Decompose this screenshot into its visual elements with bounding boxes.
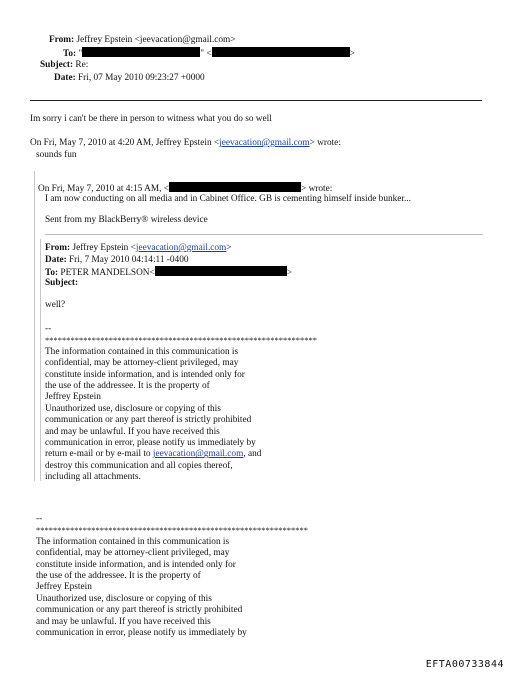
disclaimer-outer: -- **************************************************************** The information contained in this communication is confidential, may be attorney-client privileged, may constitute inside information, and is intended only for the use of the addressee. It is the property of Jeffrey Epstein Unauthorized use, disclosure or copying of this communication or any part thereof is strictly prohibited and may be unlawful. If you have received this communication in error, please notify us immediately by xyxy=(36,514,308,638)
quote2-signature: Sent from my BlackBerry® wireless device xyxy=(45,215,208,225)
to-quote-close: " < xyxy=(200,49,212,59)
inner-date: Date: Fri, 7 May 2010 04:14:11 -0400 xyxy=(45,255,189,265)
stars: **************************************************************** xyxy=(45,335,317,346)
stars: **************************************************************** xyxy=(36,525,308,536)
redaction-block xyxy=(169,182,301,192)
from-value: Jeffrey Epstein <jeevacation@gmail.com> xyxy=(76,35,236,45)
email-link[interactable]: jeevacation@gmail.com xyxy=(219,138,310,148)
subject-label: Subject: xyxy=(40,60,74,70)
quote1-attribution: On Fri, May 7, 2010 at 4:20 AM, Jeffrey Epstein <jeevacation@gmail.com> wrote: xyxy=(30,138,341,148)
from-label: From: xyxy=(49,35,75,45)
dashes: -- xyxy=(36,514,43,524)
date-label: Date: xyxy=(54,73,76,83)
header-from xyxy=(49,35,236,46)
dashes: -- xyxy=(45,324,52,334)
quote2-text: I am now conducting on all media and in Cabinet Office. GB is cementing himself inside bunker... xyxy=(45,194,411,204)
redaction-block xyxy=(212,47,350,57)
header-date xyxy=(54,73,205,84)
inner-subject: Subject: xyxy=(45,278,79,288)
header-to xyxy=(63,47,355,60)
quote2-attribution: On Fri, May 7, 2010 at 4:15 AM, < > wrote: xyxy=(38,184,333,194)
redaction-block xyxy=(82,47,200,57)
date-value: Fri, 07 May 2010 09:23:27 +0000 xyxy=(78,73,205,83)
quote-bar xyxy=(40,239,41,481)
inner-from: From: Jeffrey Epstein <jeevacation@gmail.com> xyxy=(45,243,232,253)
header-subject xyxy=(40,60,88,71)
redaction-block xyxy=(155,266,287,276)
to-quote-open: " xyxy=(78,49,83,59)
header-divider xyxy=(30,100,482,101)
inner-to: To: PETER MANDELSON< > xyxy=(45,268,293,278)
quote-bar xyxy=(34,171,35,481)
email-link[interactable]: jeevacation@gmail.com xyxy=(152,449,244,460)
disclaimer-inner: -- **************************************************************** The information contained in this communication is confidential, may be attorney-client privileged, may constitute inside information, and is intended only for the use of the addressee. It is the property of Jeffrey Epstein Unauthorized use, disclosure or copying of this communication or any part thereof is strictly prohibited and may be unlawful. If you have received this communication in error, please notify us immediately by return e-mail or by e-mail to jeevacation@gmail.com, and destroy this communication and all copies thereof, including all attachments. xyxy=(45,324,317,483)
document-id: EFTA00733844 xyxy=(425,658,504,670)
subject-value: Re: xyxy=(75,60,89,70)
to-close: > xyxy=(349,49,355,59)
email-link[interactable]: jeevacation@gmail.com xyxy=(135,243,227,253)
section-divider xyxy=(45,234,483,235)
quote1-text: sounds fun xyxy=(36,150,77,160)
to-label: To: xyxy=(63,49,77,59)
reply-text: Im sorry i can't be there in person to witness what you do so well xyxy=(30,114,272,124)
inner-message: well? xyxy=(45,300,66,310)
